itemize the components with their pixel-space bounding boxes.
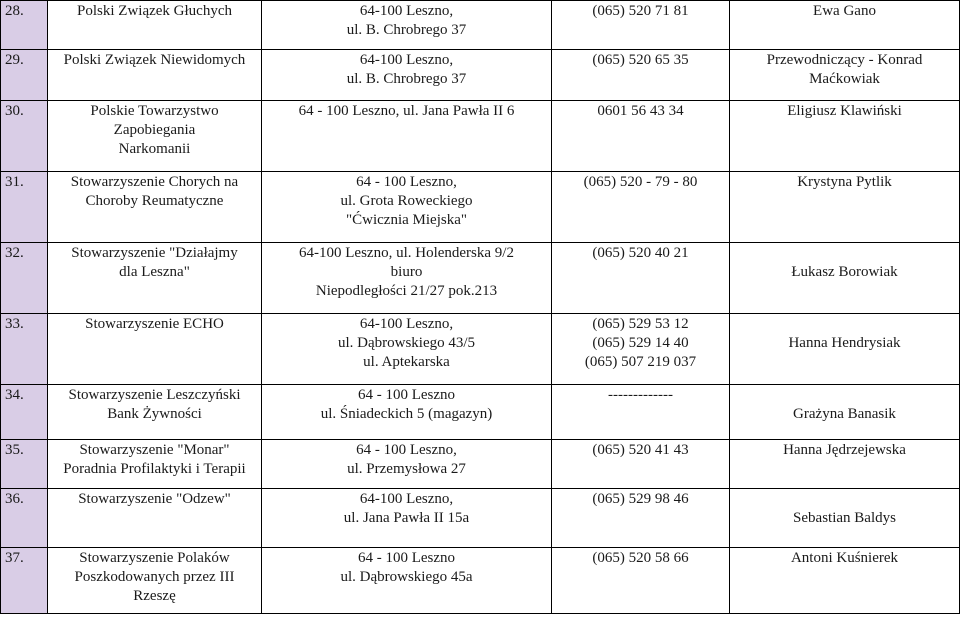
organization-phone: (065) 520 - 79 - 80 [552,172,730,243]
table-row [1,385,960,440]
row-number: 33. [1,314,48,385]
contact-person: Sebastian Baldys [730,489,960,548]
organization-address: 64-100 Leszno, ul. Holenderska 9/2 biuro Niepodległości 21/27 pok.213 [262,243,552,314]
organization-phone: (065) 520 41 43 [552,440,730,489]
contact-person: Krystyna Pytlik [730,172,960,243]
organization-name: Stowarzyszenie ECHO [48,314,262,385]
row-number: 31. [1,172,48,243]
row-number: 32. [1,243,48,314]
table-row [1,489,960,548]
organization-phone: 0601 56 43 34 [552,101,730,172]
table-row [1,314,960,385]
organization-phone: (065) 529 98 46 [552,489,730,548]
organization-address: 64-100 Leszno, ul. Dąbrowskiego 43/5 ul. Aptekarska [262,314,552,385]
row-number: 36. [1,489,48,548]
row-number: 34. [1,385,48,440]
contact-person: Eligiusz Klawiński [730,101,960,172]
contact-person: Hanna Hendrysiak [730,314,960,385]
organization-name: Stowarzyszenie "Działajmy dla Leszna" [48,243,262,314]
organization-address: 64-100 Leszno, ul. B. Chrobrego 37 [262,50,552,101]
contact-person: Grażyna Banasik [730,385,960,440]
contact-person: Antoni Kuśnierek [730,548,960,614]
organization-name: Stowarzyszenie "Monar" Poradnia Profilaktyki i Terapii [48,440,262,489]
organization-phone: (065) 529 53 12 (065) 529 14 40 (065) 507 219 037 [552,314,730,385]
table-row [1,440,960,489]
organization-address: 64 - 100 Leszno ul. Śniadeckich 5 (magazyn) [262,385,552,440]
organization-address: 64 - 100 Leszno, ul. Jana Pawła II 6 [262,101,552,172]
contact-person: Przewodniczący - Konrad Maćkowiak [730,50,960,101]
contact-person: Łukasz Borowiak [730,243,960,314]
organization-name: Polski Związek Głuchych [48,1,262,50]
table-row [1,548,960,614]
organization-phone: ------------- [552,385,730,440]
organization-address: 64-100 Leszno, ul. Jana Pawła II 15a [262,489,552,548]
table-row [1,1,960,50]
organization-phone: (065) 520 58 66 [552,548,730,614]
row-number: 29. [1,50,48,101]
table-row [1,243,960,314]
row-number: 37. [1,548,48,614]
table-row [1,50,960,101]
organization-phone: (065) 520 40 21 [552,243,730,314]
organization-phone: (065) 520 65 35 [552,50,730,101]
organization-name: Stowarzyszenie Polaków Poszkodowanych przez III Rzeszę [48,548,262,614]
organization-address: 64-100 Leszno, ul. B. Chrobrego 37 [262,1,552,50]
organization-address: 64 - 100 Leszno, ul. Grota Roweckiego "Ćwicznia Miejska" [262,172,552,243]
contact-person: Ewa Gano [730,1,960,50]
organization-name: Stowarzyszenie Chorych na Choroby Reumatyczne [48,172,262,243]
table-row [1,172,960,243]
organization-phone: (065) 520 71 81 [552,1,730,50]
table-row [1,101,960,172]
organization-address: 64 - 100 Leszno, ul. Przemysłowa 27 [262,440,552,489]
organization-name: Polskie Towarzystwo Zapobiegania Narkomanii [48,101,262,172]
contact-person: Hanna Jędrzejewska [730,440,960,489]
organization-name: Stowarzyszenie "Odzew" [48,489,262,548]
organization-name: Polski Związek Niewidomych [48,50,262,101]
organization-address: 64 - 100 Leszno ul. Dąbrowskiego 45a [262,548,552,614]
row-number: 35. [1,440,48,489]
organization-name: Stowarzyszenie Leszczyński Bank Żywności [48,385,262,440]
row-number: 30. [1,101,48,172]
row-number: 28. [1,1,48,50]
